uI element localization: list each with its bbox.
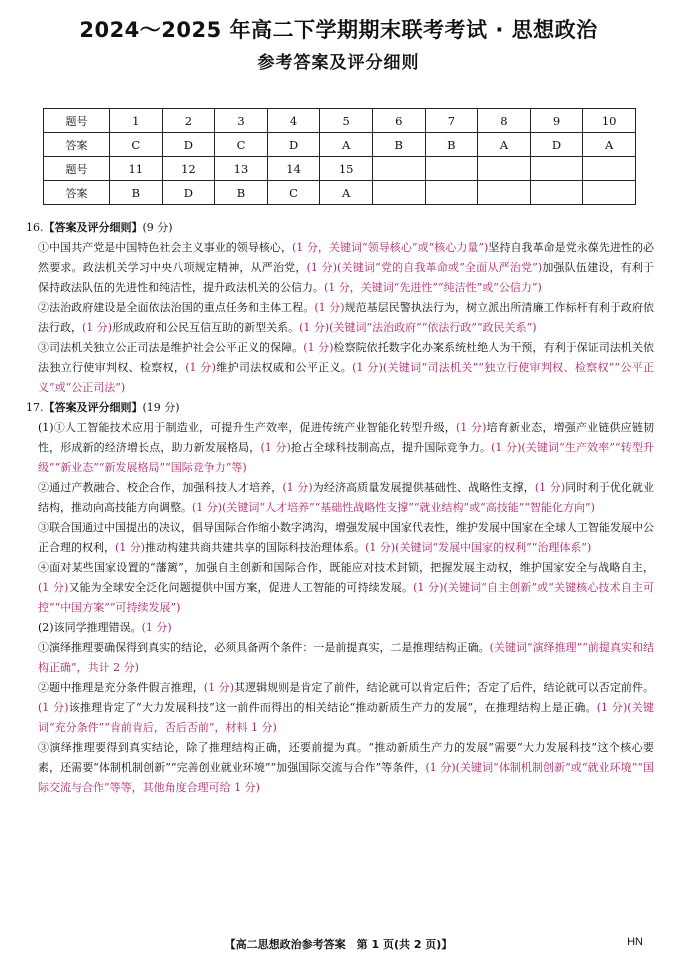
answer-cell: C [215,133,268,157]
page-footer: 【高二思想政治参考答案 第 1 页(共 2 页)】 [224,938,453,951]
scoring-note: (1 分) [455,421,487,434]
answer-text: ②题中推理是充分条件假言推理， [38,681,204,694]
table-row-answers-1 [44,133,636,157]
empty-cell [583,181,636,205]
question-number-cell: 12 [162,157,215,181]
empty-cell [478,157,531,181]
scoring-note: (1 分，关键词“先进性”“纯洁性”或“公信力”) [324,281,542,294]
empty-cell [372,181,425,205]
row-label-question-number: 题号 [44,109,110,133]
answer-cell: D [267,133,320,157]
answer-text: 又能为全球安全泛化问题提供中国方案，促进人工智能的可持续发展。 [68,581,414,594]
scoring-note: (1 分) [203,681,234,694]
answer-text: ③司法机关独立公正司法是维护社会公平正义的保障。 [38,341,304,354]
answer-cell: B [425,133,478,157]
q17-part-2-verdict [26,618,654,638]
q17-part-2-point-2 [26,678,654,738]
empty-cell [372,157,425,181]
question-number-cell: 5 [320,109,373,133]
q17-point-4 [26,558,654,618]
answer-cell: A [583,133,636,157]
empty-cell [530,157,583,181]
answer-text: ①演绎推理要确保得到真实的结论，必须具备两个条件：一是前提真实，二是推理结构正确。 [38,641,490,654]
q16-point-1 [26,238,654,298]
q17-point-2 [26,478,654,518]
question-17-heading [26,398,654,418]
question-number-cell: 8 [478,109,531,133]
scoring-note: (1 分)(关键词“人才培养”“基础性战略性支撑”“就业结构”或“高技能”“智能化方向”) [192,501,595,514]
answer-text: ①中国共产党是中国特色社会主义事业的领导核心， [38,241,292,254]
answer-cell: A [320,133,373,157]
answer-text: ②法治政府建设是全面依法治国的重点任务和主体工程。 [38,301,315,314]
scoring-note: (1 分) [185,361,216,374]
q17-part-2-point-3 [26,738,654,798]
question-number: 16. [26,221,44,234]
answer-text: 培育新业态，增强产业链供应链韧性，形成新的经济增长点，助力新发展格局， [38,421,655,454]
score-label: (9 分) [142,221,173,234]
answer-cell: A [320,181,373,205]
answer-table [43,108,636,205]
answer-cell: B [372,133,425,157]
answer-text: 加强队伍建设，有利于保持政法队伍的先进性和纯洁性，提升政法机关的公信力。 [38,261,655,294]
table-row-numbers-2 [44,157,636,181]
scoring-note: (1 分)(关键词“司法机关”“独立行使审判权、检察权”“公平正义”或“公正司法”) [38,361,655,394]
section-heading: 【答案及评分细则】 [43,221,143,234]
empty-cell [425,181,478,205]
scoring-note: (关键词“演绎推理”“前提真实和结构正确”，共计 2 分) [38,641,654,674]
table-row-numbers-1 [44,109,636,133]
question-16-heading [26,218,654,238]
scoring-note: (1 分)(关键词“充分条件”“肯前肯后，否后否前”，材料 1 分) [38,701,654,734]
question-number-cell: 15 [320,157,373,181]
page-subtitle: 参考答案及评分细则 [257,53,420,73]
answer-cell: C [267,181,320,205]
answer-cell: B [110,181,163,205]
question-number-cell: 6 [372,109,425,133]
scoring-note: (1 分)(关键词“生产效率”“转型升级”“新业态”“新发展格局”“国际竞争力”等) [38,441,655,474]
answer-cell: D [530,133,583,157]
question-number-cell: 13 [215,157,268,181]
scoring-note: (1 分) [306,261,338,274]
scoring-note: (1 分) [115,541,146,554]
question-number-cell: 11 [110,157,163,181]
q16-point-2 [26,298,654,338]
scoring-note: (1 分) [38,581,69,594]
answer-text: 抢占全球科技制高点，提升国际竞争力。 [290,441,492,454]
empty-cell [425,157,478,181]
scoring-note: (1 分) [534,481,566,494]
scoring-note: (1 分) [82,321,113,334]
answer-cell: A [478,133,531,157]
question-number: 17. [26,401,44,414]
region-code: HN [627,936,643,948]
question-number-cell: 10 [583,109,636,133]
scoring-note: (1 分，关键词“领导核心”或“核心力量”) [292,241,489,254]
scoring-note: (1 分)(关键词“发展中国家的权利”“治理体系”) [365,541,592,554]
question-number-cell: 2 [162,109,215,133]
scoring-note: (1 分)(关键词“自主创新”或“关键核心技术自主可控”“中国方案”“可持续发展”) [38,581,655,614]
question-number-cell: 14 [267,157,320,181]
scoring-note: (1 分) [260,441,291,454]
question-number-cell: 3 [215,109,268,133]
answer-text: (1)①人工智能技术应用于制造业，可提升生产效率，促进传统产业智能化转型升级， [38,421,456,434]
page-title: 2024～2025 年高二下学期期末联考考试 · 思想政治 [79,18,598,42]
answer-cell: D [162,181,215,205]
question-number-cell: 7 [425,109,478,133]
empty-cell [530,181,583,205]
answer-cell: C [110,133,163,157]
answer-text: 该推理肯定了“大力发展科技”这一前件而得出的相关结论“推动新质生产力的发展”，在推理结构上是正确。 [68,701,597,714]
answer-text: 坚持自我革命是党永葆先进性的必然要求。政法机关学习中央八项规定精神，从严治党， [38,241,655,274]
scoring-note: (1 分) [282,481,313,494]
scoring-note: (关键词“党的自我革命或”全面从严治党”) [337,261,543,274]
answer-text: ③联合国通过中国提出的决议，倡导国际合作缩小数字鸿沟，增强发展中国家代表性，维护发展中国家在全球人工智能发展中公正合理的权利， [38,521,654,554]
answer-text: 规范基层民警执法行为，树立派出所清廉工作标杆有利于政府依法行政， [38,301,655,334]
answer-text: 其逻辑规则是肯定了前件，结论就可以肯定后件；否定了后件，结论就可以否定前件。 [233,681,655,694]
empty-cell [583,157,636,181]
scoring-note: (1 分)(关键词“法治政府”“依法行政”“政民关系”) [299,321,537,334]
empty-cell [478,181,531,205]
q17-point-1 [26,418,654,478]
scoring-note: (关键词“体制机制创新”或“就业环境”“国际交流与合作”等等，其他角度合理可给 1 分) [38,761,654,794]
answer-text: 形成政府和公民互信互助的新型关系。 [112,321,300,334]
scoring-note: (1 分) [38,701,69,714]
row-label-answer: 答案 [44,181,110,205]
question-number-cell: 4 [267,109,320,133]
answer-text: (2)该同学推理错误。 [38,621,142,634]
answer-text: ③演绎推理要得到真实结论，除了推理结构正确，还要前提为真。“推动新质生产力的发展”需要“大力发展科技”这个核心要素，还需要“体制机制创新”“完善创业就业环境”“加强国际交流与合作”等条件， [38,741,654,774]
section-heading: 【答案及评分细则】 [43,401,143,414]
row-label-answer: 答案 [44,133,110,157]
table-row-answers-2 [44,181,636,205]
q17-part-2-point-1 [26,638,654,678]
scoring-note: (1 分) [141,621,172,634]
answer-text: 推动构建共商共建共享的国际科技治理体系。 [145,541,366,554]
answer-text: ②通过产教融合、校企合作，加强科技人才培养， [38,481,283,494]
answer-text: ④面对某些国家设置的“藩篱”，加强自主创新和国际合作，既能应对技术封锁，把握发展主动权，维护国家安全与战略自主， [38,561,654,574]
answer-content [26,218,654,798]
answer-cell: B [215,181,268,205]
question-number-cell: 1 [110,109,163,133]
answer-text: 为经济高质量发展提供基础性、战略性支撑， [312,481,535,494]
answer-text: 同时利于优化就业结构，推动向高技能方向调整。 [38,481,655,514]
answer-cell: D [162,133,215,157]
scoring-note: (1 分) [303,341,334,354]
question-number-cell: 9 [530,109,583,133]
q16-point-3 [26,338,654,398]
scoring-note: (1 分) [425,761,456,774]
answer-text: 检察院依托数字化办案系统杜绝人为干预，有利于保证司法机关依法独立行使审判权、检察权， [38,341,655,374]
q17-point-3 [26,518,654,558]
score-label: (19 分) [142,401,180,414]
row-label-question-number: 题号 [44,157,110,181]
scoring-note: (1 分) [314,301,345,314]
answer-text: 维护司法权威和公平正义。 [215,361,353,374]
